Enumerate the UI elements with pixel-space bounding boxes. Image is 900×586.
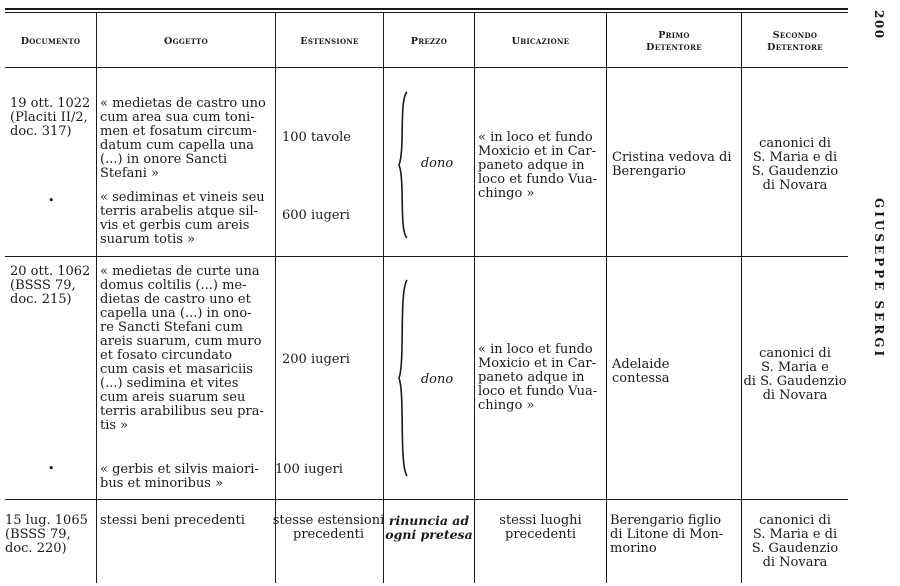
row-1-oggetto-1: « medietas de castro uno cum area sua cum toni- men et fosatum circum- datum cum capella una (...) in onore Sancti Stefani » <box>100 96 266 181</box>
row-3-estensione: stesse estensioni precedenti <box>272 513 385 542</box>
row-3-prezzo: rinuncia ad ogni pretesa <box>385 513 473 542</box>
row-3-oggetto: stessi beni precedenti <box>100 513 245 528</box>
row-3-top-rule <box>5 499 848 500</box>
row-1-documento: 19 ott. 1022 (Placiti II/2, doc. 317) <box>10 96 91 139</box>
column-divider-3 <box>383 13 384 583</box>
row-2-oggetto-2: « gerbis et silvis maiori- bus et minoribus » <box>100 462 259 491</box>
running-head-author: GIUSEPPE SERGI <box>872 198 886 360</box>
row-1-estensione-1: 100 tavole <box>282 130 351 145</box>
column-divider-2 <box>275 13 276 583</box>
row-2-secondo-detentore: canonici di S. Maria e di S. Gaudenzio di Novara <box>743 346 847 403</box>
row-2-ubicazione: « in loco et fundo Moxicio et in Car- paneto adque in loco et fundo Vua- chingo » <box>478 342 598 413</box>
row-2-estensione-1: 200 iugeri <box>282 352 350 367</box>
header-documento: Documento <box>20 36 81 47</box>
column-divider-4 <box>474 13 475 583</box>
row-2-oggetto-1: « medietas de curte una domus coltilis (...) me- dietas de castro uno et capella una (...) in ono- re Sancti Stefani cum areis suarum, cum muro et fosato circundato cum casis et masariciis (...) sedimina et vites cum areis suarum seu terris arabilibus seu pra- tis » <box>100 264 264 433</box>
row-1-estensione-2: 600 iugeri <box>282 208 350 223</box>
column-divider-5 <box>606 13 607 583</box>
header-ubicazione: Ubicazione <box>511 36 570 47</box>
top-double-rule-inner <box>5 12 848 13</box>
row-3-secondo-detentore: canonici di S. Maria e di S. Gaudenzio di Novara <box>751 513 839 570</box>
row-2-primo-detentore: Adelaide contessa <box>612 357 670 386</box>
row-2-bullet-mark: • <box>48 462 55 475</box>
column-divider-1 <box>96 13 97 583</box>
header-estensione: Estensione <box>300 36 359 47</box>
row-3-documento: 15 lug. 1065 (BSSS 79, doc. 220) <box>5 513 88 556</box>
column-divider-6 <box>741 13 742 583</box>
row-1-bullet-mark: • <box>48 194 55 207</box>
top-double-rule <box>5 8 848 10</box>
header-primo-detentore: Primo Detentore <box>646 30 702 53</box>
row-1-oggetto-2: « sediminas et vineis seu terris arabelis atque sil- vis et gerbis cum areis suarum totis » <box>100 190 265 247</box>
row-2-estensione-2: 100 iugeri <box>275 462 343 477</box>
header-oggetto: Oggetto <box>164 36 208 47</box>
row-1-primo-detentore: Cristina vedova di Berengario <box>612 150 732 179</box>
row-2-prezzo: dono <box>420 372 454 387</box>
header-prezzo: Prezzo <box>410 36 448 47</box>
row-1-prezzo: dono <box>420 156 454 171</box>
header-bottom-rule <box>5 67 848 68</box>
row-3-ubicazione: stessi luoghi precedenti <box>499 513 582 542</box>
header-secondo-detentore: Secondo Detentore <box>767 30 823 53</box>
row-1-secondo-detentore: canonici di S. Maria e di S. Gaudenzio di Novara <box>751 136 839 193</box>
page-number: 200 <box>872 10 886 40</box>
row-1-ubicazione: « in loco et fundo Moxicio et in Car- paneto adque in loco et fundo Vua- chingo » <box>478 130 598 201</box>
row-2-top-rule <box>5 256 848 257</box>
row-2-documento: 20 ott. 1062 (BSSS 79, doc. 215) <box>10 264 91 307</box>
row-3-primo-detentore: Berengario figlio di Litone di Mon- morino <box>610 513 724 556</box>
